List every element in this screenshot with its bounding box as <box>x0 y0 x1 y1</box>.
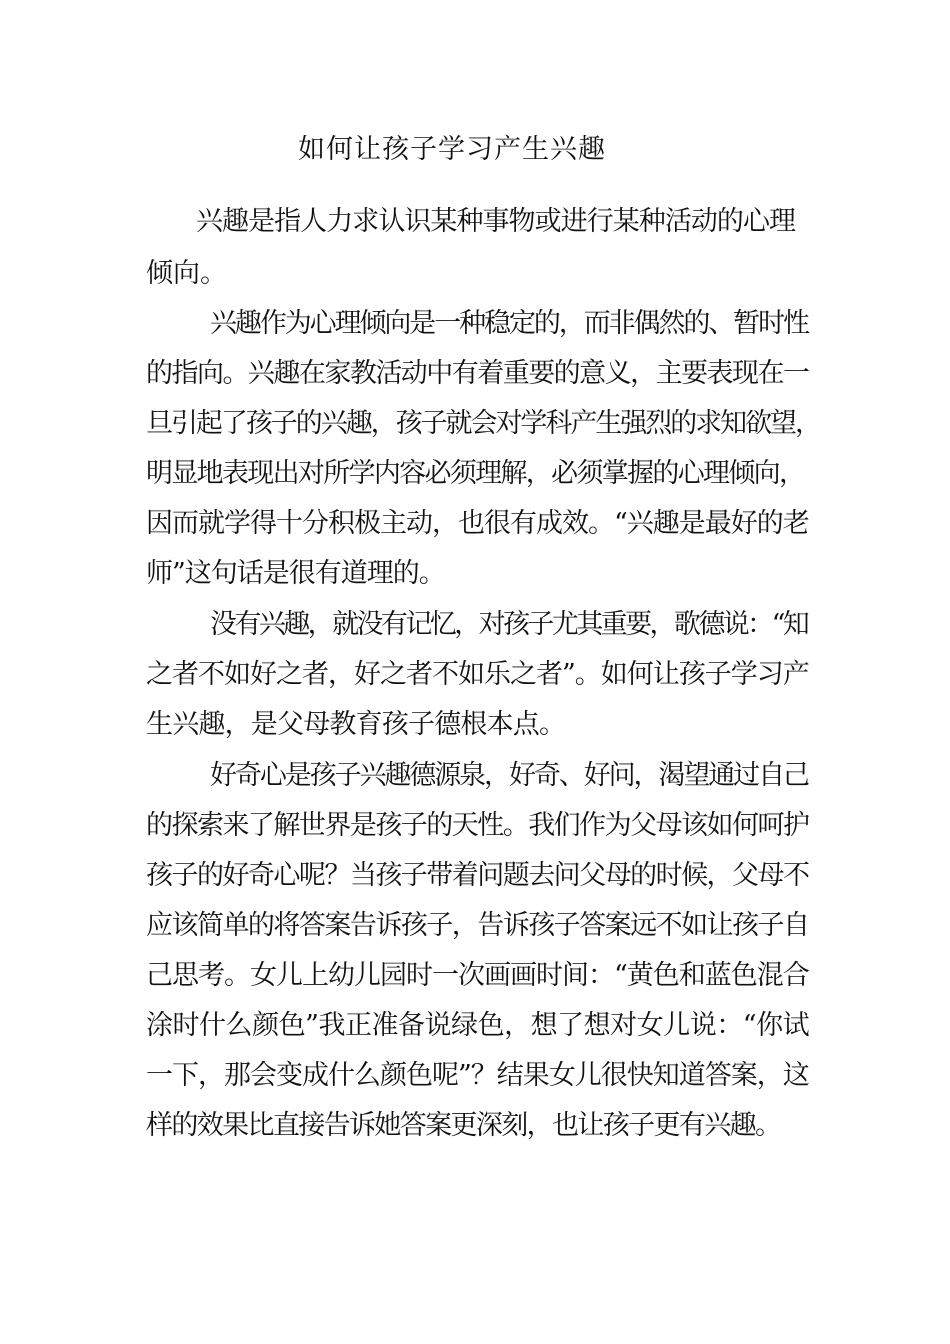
text-line: 因而就学得十分积极主动，也很有成效。“兴趣是最好的老 <box>146 508 809 539</box>
text-line: 兴趣是指人力求认识某种事物或进行某种活动的心理 <box>196 206 796 237</box>
text-line: 兴趣作为心理倾向是一种稳定的，而非偶然的、暂时性 <box>210 308 808 339</box>
text-line: 涂时什么颜色”我正准备说绿色，想了想对女儿说：“你试 <box>146 1010 810 1041</box>
text-line: 没有兴趣，就没有记忆，对孩子尤其重要，歌德说：“知 <box>210 609 808 640</box>
text-line: 明显地表现出对所学内容必须理解，必须掌握的心理倾向， <box>146 458 805 489</box>
text-line: 生兴趣，是父母教育孩子德根本点。 <box>146 709 566 740</box>
text-line: 的探索来了解世界是孩子的天性。我们作为父母该如何呵护 <box>146 810 809 841</box>
text-line: 样的效果比直接告诉她答案更深刻，也让孩子更有兴趣。 <box>146 1110 781 1141</box>
text-line: 的指向。兴趣在家教活动中有着重要的意义，主要表现在一 <box>146 358 809 389</box>
text-line: 之者不如好之者，好之者不如乐之者”。如何让孩子学习产 <box>146 659 809 690</box>
text-line: 倾向。 <box>146 258 227 289</box>
text-line: 应该简单的将答案告诉孩子，告诉孩子答案远不如让孩子自 <box>146 910 809 941</box>
text-line: 旦引起了孩子的兴趣，孩子就会对学科产生强烈的求知欲望， <box>146 408 820 439</box>
text-line: 己思考。女儿上幼儿园时一次画画时间：“黄色和蓝色混合 <box>146 960 809 991</box>
document-title: 如何让孩子学习产生兴趣 <box>298 134 606 165</box>
text-line: 师”这句话是很有道理的。 <box>146 558 445 589</box>
text-line: 好奇心是孩子兴趣德源泉，好奇、好问，渴望通过自己 <box>210 760 808 791</box>
text-line: 孩子的好奇心呢？当孩子带着问题去问父母的时候，父母不 <box>146 860 809 891</box>
text-line: 一下，那会变成什么颜色呢”？结果女儿很快知道答案，这 <box>146 1060 809 1091</box>
